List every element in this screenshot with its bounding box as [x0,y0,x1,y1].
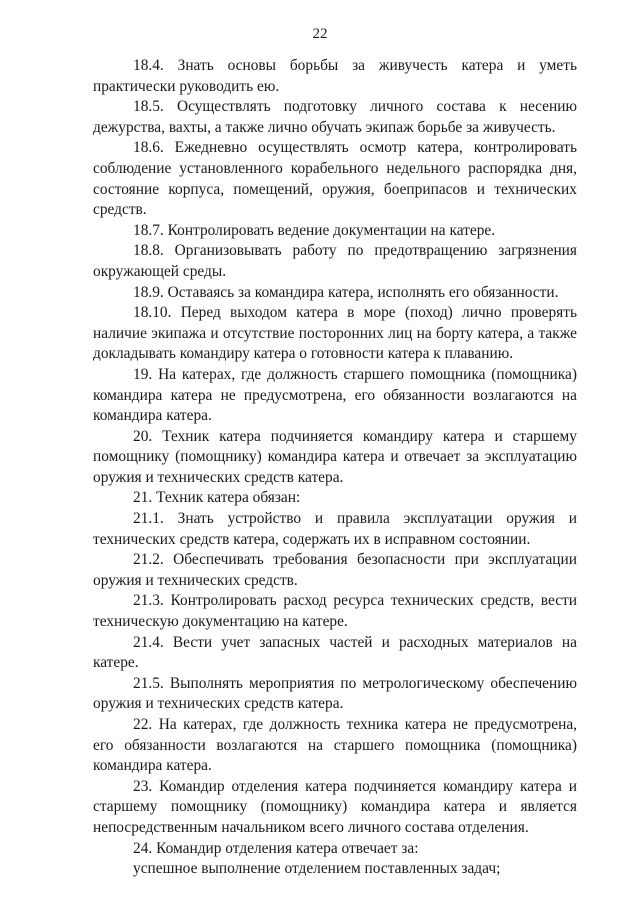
paragraph-21-5: 21.5. Выполнять мероприятия по метрологическому обеспечению оружия и технических средств катера. [93,674,577,713]
paragraph-23: 23. Командир отделения катера подчиняется командиру катера и старшему помощнику (помощнику) командира катера и является непосредственным начальником всего личного состава отделения. [93,777,577,836]
paragraph-18-8: 18.8. Организовывать работу по предотвращению загрязнения окружающей среды. [93,242,577,280]
paragraph-18-4: 18.4. Знать основы борьбы за живучесть катера и уметь практически руководить ею. [93,57,577,95]
paragraph-24: 24. Командир отделения катера отвечает за: [133,839,419,857]
paragraph-21-1: 21.1. Знать устройство и правила эксплуатации оружия и технических средств катера, содержать их в исправном состоянии. [93,510,577,548]
page-number: 22 [312,26,328,42]
paragraph-18-6: 18.6. Ежедневно осуществлять осмотр катера, контролировать соблюдение установленного корабельного недельного распорядка дня, состояние корпуса, помещений, оружия, боеприпасов и технических средств. [93,139,577,219]
document-body [93,56,577,880]
paragraph-20: 20. Техник катера подчиняется командиру катера и старшему помощнику (помощнику) командира катера и отвечает за эксплуатацию оружия и технических средств катера. [93,427,577,486]
paragraph-18-10: 18.10. Перед выходом катера в море (поход) лично проверять наличие экипажа и отсутствие посторонних лиц на борту катера, а также докладывать командиру катера о готовности катера к плаванию. [93,304,577,363]
paragraph-18-5: 18.5. Осуществлять подготовку личного состава к несению дежурства, вахты, а также лично обучать экипаж борьбе за живучесть. [93,98,577,136]
paragraph-21-2: 21.2. Обеспечивать требования безопасности при эксплуатации оружия и технических средств. [93,551,577,589]
paragraph-18-7: 18.7. Контролировать ведение документации на катере. [133,221,496,239]
paragraph-21-3: 21.3. Контролировать расход ресурса технических средств, вести техническую документацию на катере. [93,592,577,631]
paragraph-22: 22. На катерах, где должность техника катера не предусмотрена, его обязанности возлагаются на старшего помощника (помощника) командира катера. [93,716,577,775]
paragraph-18-9: 18.9. Оставаясь за командира катера, исполнять его обязанности. [133,283,559,301]
paragraph-21-4: 21.4. Вести учет запасных частей и расходных материалов на катере. [93,633,577,672]
paragraph-19: 19. На катерах, где должность старшего помощника (помощника) командира катера не предусмотрена, его обязанности возлагаются на командира катера. [93,365,577,425]
paragraph-21: 21. Техник катера обязан: [133,489,301,507]
paragraph-24-item: успешное выполнение отделением поставленных задач; [133,860,501,878]
